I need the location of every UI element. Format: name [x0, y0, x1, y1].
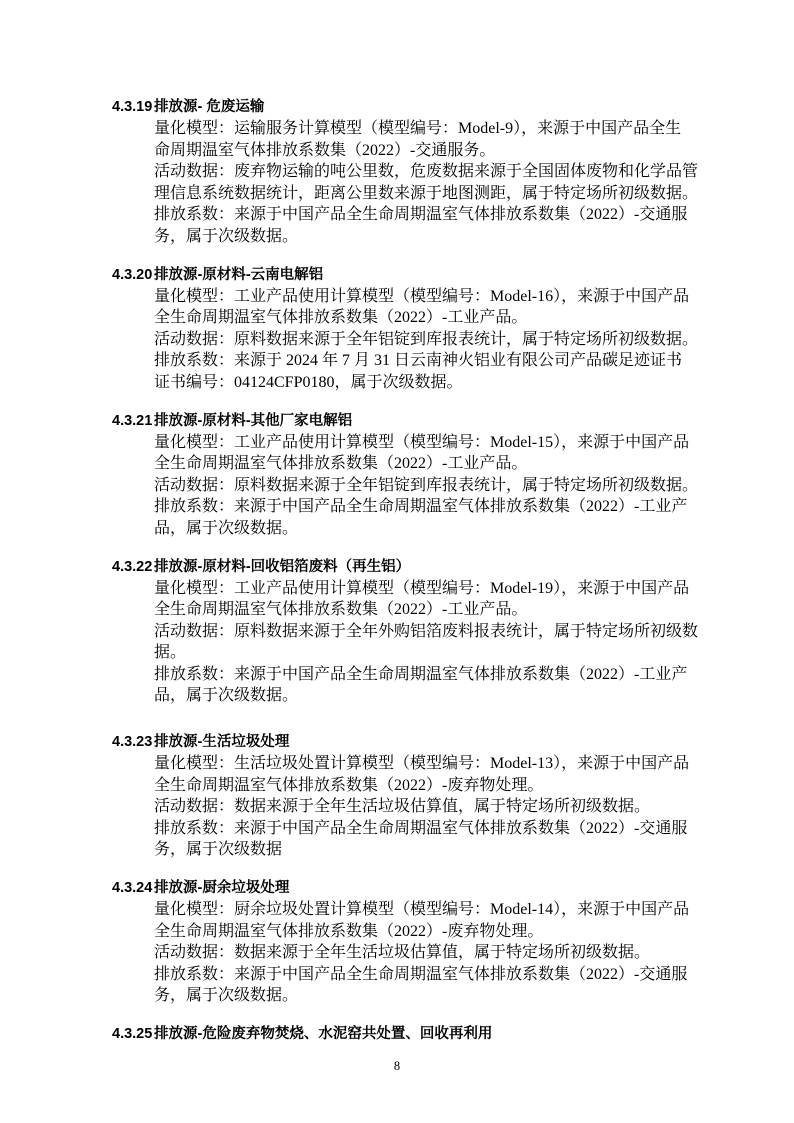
body-line: 命周期温室气体排放系数集（2022）-交通服务。 — [154, 141, 496, 159]
section-body — [112, 899, 754, 1007]
body-line: 据。 — [154, 644, 187, 662]
section-heading — [112, 731, 754, 753]
section-4-3-24 — [112, 877, 754, 1007]
section-body — [112, 578, 754, 708]
section-heading — [112, 556, 754, 578]
body-line: 全生命周期温室气体排放系数集（2022）-工业产品。 — [154, 455, 528, 473]
section-title: 排放源-危险废弃物焚烧、水泥窑共处置、回收再利用 — [154, 1026, 493, 1042]
body-line: 排放系数：来源于中国产品全生命周期温室气体排放系数集（2022）-交通服 — [154, 206, 688, 224]
body-line: 证书编号：04124CFP0180，属于次级数据。 — [154, 373, 463, 391]
section-heading — [112, 264, 754, 286]
body-line: 量化模型：工业产品使用计算模型（模型编号：Model-19），来源于中国产品 — [154, 579, 690, 597]
section-4-3-23 — [112, 731, 754, 861]
section-heading — [112, 96, 754, 118]
section-number: 4.3.22 — [112, 558, 153, 575]
body-line: 理信息系统数据统计，距离公里数来源于地图测距，属于特定场所初级数据。 — [154, 184, 699, 202]
body-line: 全生命周期温室气体排放系数集（2022）-废弃物处理。 — [154, 922, 544, 940]
section-title: 排放源-原材料-云南电解铝 — [154, 266, 324, 283]
section-body — [112, 753, 754, 861]
body-line: 活动数据：废弃物运输的吨公里数，危废数据来源于全国固体废物和化学品管 — [154, 163, 699, 181]
body-line: 活动数据：原料数据来源于全年外购铝箔废料报表统计，属于特定场所初级数 — [154, 622, 699, 640]
section-title: 排放源-原材料-回收铝箔废料（再生铝） — [154, 558, 411, 575]
body-line: 务，属于次级数据 — [154, 841, 283, 859]
section-4-3-21 — [112, 410, 754, 540]
section-heading — [112, 410, 754, 432]
section-number: 4.3.19 — [112, 99, 153, 115]
body-line: 务，属于次级数据。 — [154, 227, 299, 245]
body-line: 量化模型：生活垃圾处置计算模型（模型编号：Model-13），来源于中国产品 — [154, 755, 690, 773]
section-heading — [112, 1023, 754, 1045]
body-line: 量化模型：运输服务计算模型（模型编号：Model-9），来源于中国产品全生 — [154, 120, 682, 137]
section-title: 排放源-厨余垃圾处理 — [154, 880, 290, 897]
body-line: 活动数据：原料数据来源于全年铝锭到库报表统计，属于特定场所初级数据。 — [154, 330, 699, 348]
section-title: 排放源-原材料-其他厂家电解铝 — [154, 412, 353, 429]
section-number: 4.3.24 — [112, 880, 153, 897]
section-4-3-22 — [112, 556, 754, 708]
body-line: 排放系数：来源于中国产品全生命周期温室气体排放系数集（2022）-工业产 — [154, 665, 688, 683]
body-line: 活动数据：原料数据来源于全年铝锭到库报表统计，属于特定场所初级数据。 — [154, 476, 699, 494]
section-4-3-25 — [112, 1023, 754, 1045]
section-title: 排放源- 危废运输 — [154, 99, 265, 115]
body-line: 活动数据：数据来源于全年生活垃圾估算值，属于特定场所初级数据。 — [154, 944, 651, 962]
body-line: 务，属于次级数据。 — [154, 987, 299, 1005]
section-number: 4.3.21 — [112, 412, 153, 429]
section-body — [112, 118, 754, 248]
section-title: 排放源-生活垃圾处理 — [154, 734, 290, 751]
body-line: 排放系数：来源于中国产品全生命周期温室气体排放系数集（2022）-交通服 — [154, 819, 688, 837]
section-number: 4.3.20 — [112, 266, 153, 283]
section-4-3-20 — [112, 264, 754, 394]
body-line: 全生命周期温室气体排放系数集（2022）-工业产品。 — [154, 601, 528, 619]
body-line: 量化模型：厨余垃圾处置计算模型（模型编号：Model-14），来源于中国产品 — [154, 901, 690, 919]
body-line: 排放系数：来源于中国产品全生命周期温室气体排放系数集（2022）-工业产 — [154, 498, 688, 516]
body-line: 量化模型：工业产品使用计算模型（模型编号：Model-16），来源于中国产品 — [154, 287, 690, 305]
section-body — [112, 286, 754, 394]
body-line: 排放系数：来源于 2024 年 7 月 31 日云南神火铝业有限公司产品碳足迹证书 — [154, 352, 683, 370]
section-heading — [112, 877, 754, 899]
body-line: 活动数据：数据来源于全年生活垃圾估算值，属于特定场所初级数据。 — [154, 798, 651, 816]
section-number: 4.3.23 — [112, 734, 153, 751]
body-line: 品，属于次级数据。 — [154, 687, 299, 705]
section-body — [112, 432, 754, 540]
body-line: 品，属于次级数据。 — [154, 519, 299, 537]
section-number: 4.3.25 — [112, 1026, 153, 1042]
section-4-3-19 — [112, 96, 754, 248]
page-number: 8 — [393, 1059, 401, 1073]
page-footer — [0, 1059, 794, 1073]
body-line: 全生命周期温室气体排放系数集（2022）-废弃物处理。 — [154, 776, 544, 794]
body-line: 全生命周期温室气体排放系数集（2022）-工业产品。 — [154, 309, 528, 327]
body-line: 排放系数：来源于中国产品全生命周期温室气体排放系数集（2022）-交通服 — [154, 965, 688, 983]
body-line: 量化模型：工业产品使用计算模型（模型编号：Model-15），来源于中国产品 — [154, 433, 690, 451]
